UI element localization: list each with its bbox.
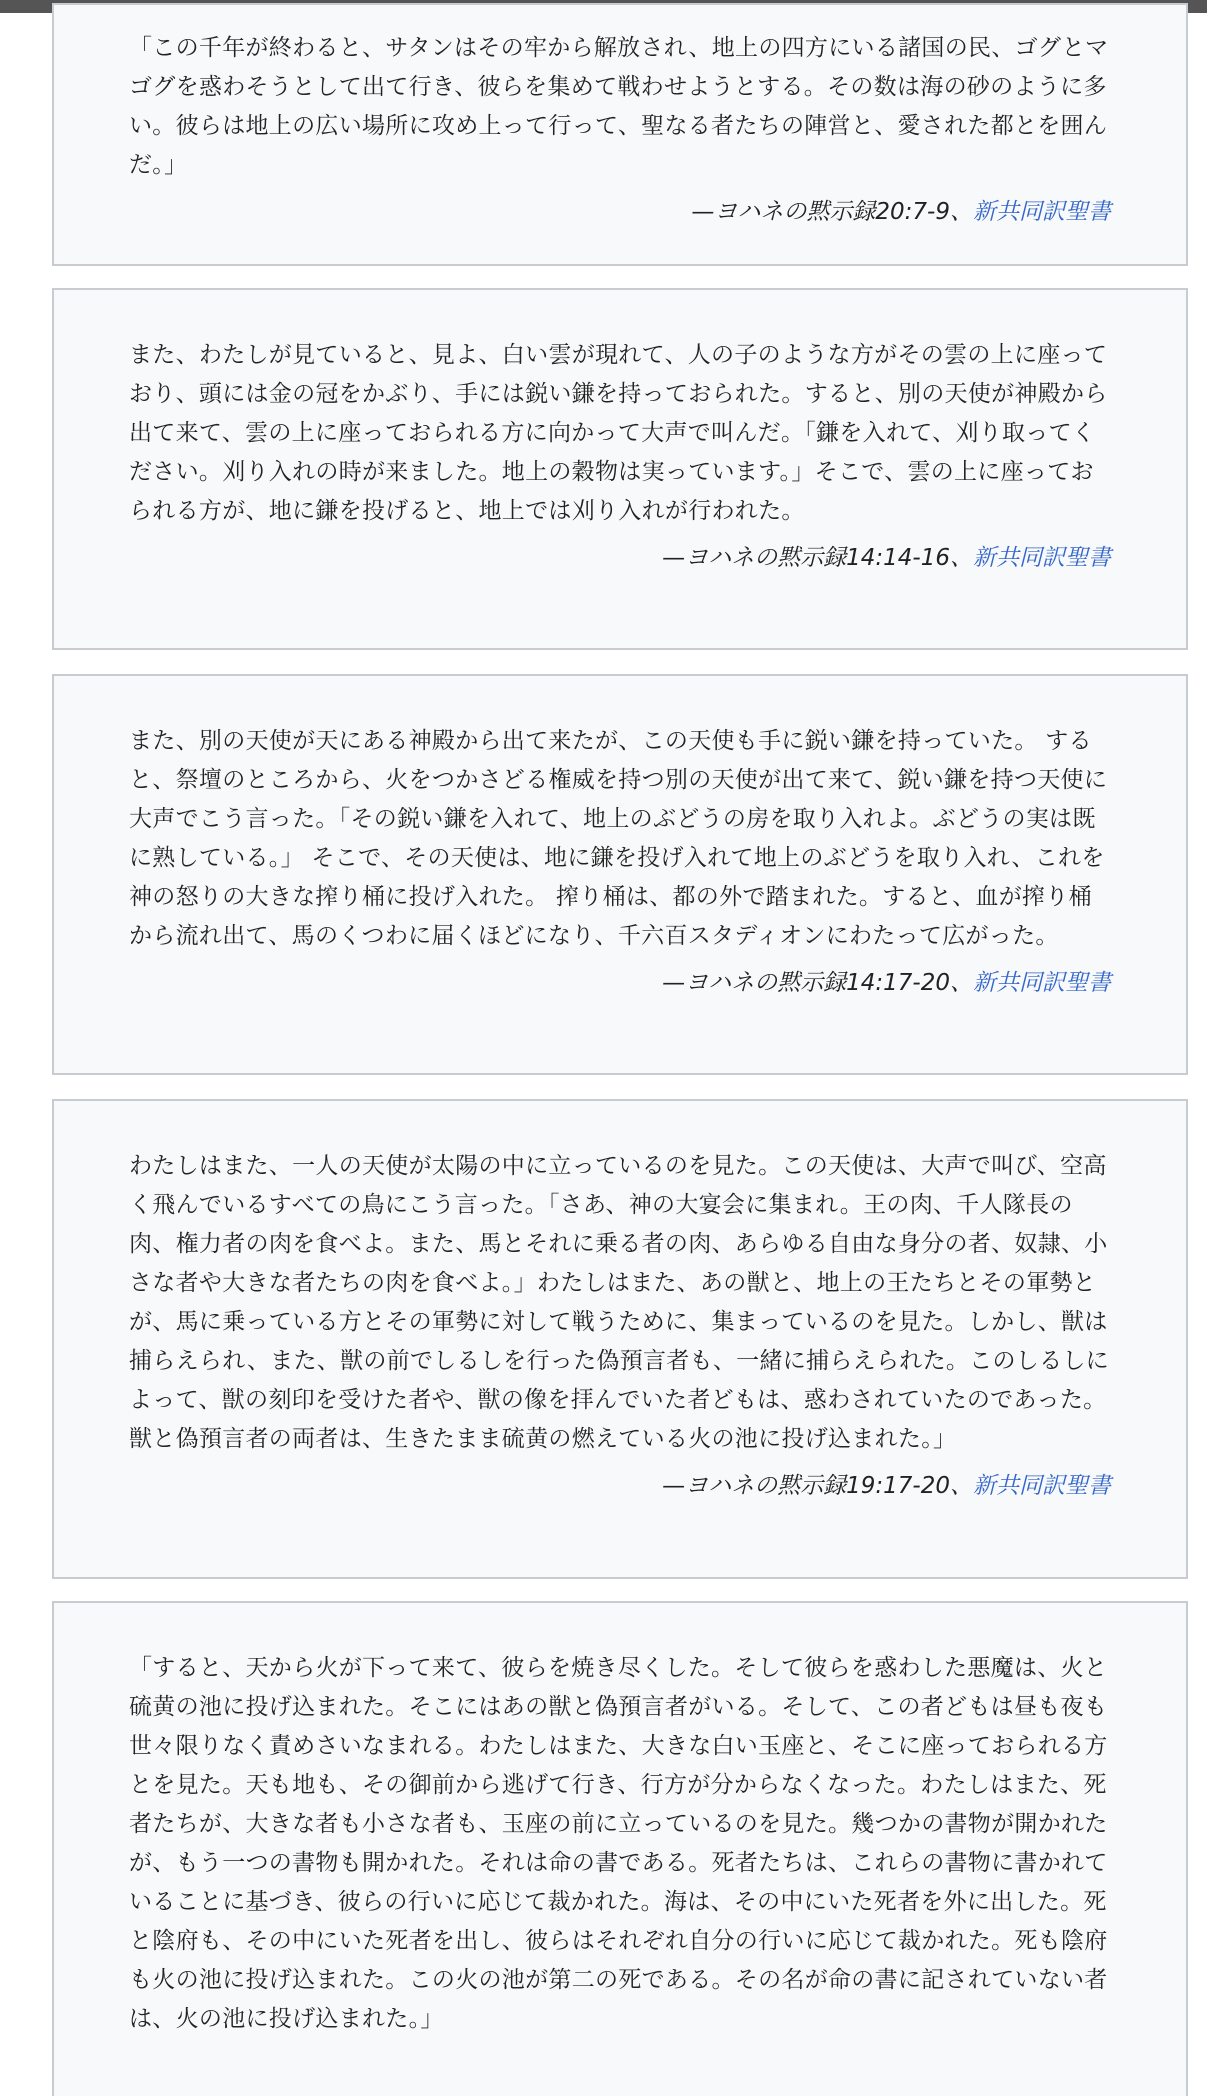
citation-link[interactable]: 新共同訳聖書 xyxy=(973,545,1111,571)
quote-block xyxy=(52,1099,1188,1579)
citation-source: —ヨハネの黙示録14:14-16、 xyxy=(662,545,973,571)
quote-citation xyxy=(129,543,1111,573)
citation-source: —ヨハネの黙示録14:17-20、 xyxy=(662,970,973,996)
quote-text: また、別の天使が天にある神殿から出て来たが、この天使も手に鋭い鎌を持っていた。 すると、祭壇のところから、火をつかさどる権威を持つ別の天使が出て来て、鋭い鎌を持つ天使に大声でこう言った。「その鋭い鎌を入れて、地上のぶどうの房を取り入れよ。ぶどうの実は既に熟している。」 そこで、その天使は、地に鎌を投げ入れて地上のぶどうを取り入れ、これを神の怒りの大きな搾り桶に投げ入れた。 搾り桶は、都の外で踏まれた。すると、血が搾り桶から流れ出て、馬のくつわに届くほどになり、千六百スタディオンにわたって広がった。 xyxy=(129,728,1108,949)
quote-citation xyxy=(129,197,1111,227)
citation-source: —ヨハネの黙示録20:7-9、 xyxy=(691,199,973,225)
quote-text: また、わたしが見ていると、見よ、白い雲が現れて、人の子のような方がその雲の上に座っており、頭には金の冠をかぶり、手には鋭い鎌を持っておられた。すると、別の天使が神殿から出て来て、雲の上に座っておられる方に向かって大声で叫んだ。「鎌を入れて、刈り取ってください。刈り入れの時が来ました。地上の穀物は実っています。」そこで、雲の上に座っておられる方が、地に鎌を投げると、地上では刈り入れが行われた。 xyxy=(129,342,1108,524)
citation-link[interactable]: 新共同訳聖書 xyxy=(973,199,1111,225)
quote-citation xyxy=(129,1471,1111,1501)
citation-source: —ヨハネの黙示録19:17-20、 xyxy=(662,1473,973,1499)
citation-link[interactable]: 新共同訳聖書 xyxy=(973,970,1111,996)
citation-link[interactable]: 新共同訳聖書 xyxy=(973,1473,1111,1499)
quote-text: 「すると、天から火が下って来て、彼らを焼き尽くした。そして彼らを惑わした悪魔は、火と硫黄の池に投げ込まれた。そこにはあの獣と偽預言者がいる。そして、この者どもは昼も夜も世々限りなく責めさいなまれる。わたしはまた、大きな白い玉座と、そこに座っておられる方とを見た。天も地も、その御前から逃げて行き、行方が分からなくなった。わたしはまた、死者たちが、大きな者も小さな者も、玉座の前に立っているのを見た。幾つかの書物が開かれたが、もう一つの書物も開かれた。それは命の書である。死者たちは、これらの書物に書かれていることに基づき、彼らの行いに応じて裁かれた。海は、その中にいた死者を外に出した。死と陰府も、その中にいた死者を出し、彼らはそれぞれ自分の行いに応じて裁かれた。死も陰府も火の池に投げ込まれた。この火の池が第二の死である。その名が命の書に記されていない者は、火の池に投げ込まれた。」 xyxy=(129,1655,1108,2032)
quote-block xyxy=(52,288,1188,650)
quote-citation xyxy=(129,968,1111,998)
quote-block xyxy=(52,1601,1188,2096)
quote-block xyxy=(52,3,1188,266)
quote-block xyxy=(52,674,1188,1075)
quote-text: 「この千年が終わると、サタンはその牢から解放され、地上の四方にいる諸国の民、ゴグとマゴグを惑わそうとして出て行き、彼らを集めて戦わせようとする。その数は海の砂のように多い。彼らは地上の広い場所に攻め上って行って、聖なる者たちの陣営と、愛された都とを囲んだ。」 xyxy=(129,35,1109,178)
quote-text: わたしはまた、一人の天使が太陽の中に立っているのを見た。この天使は、大声で叫び、空高く飛んでいるすべての鳥にこう言った。「さあ、神の大宴会に集まれ。王の肉、千人隊長の肉、権力者の肉を食べよ。また、馬とそれに乗る者の肉、あらゆる自由な身分の者、奴隷、小さな者や大きな者たちの肉を食べよ。」わたしはまた、あの獣と、地上の王たちとその軍勢とが、馬に乗っている方とその軍勢に対して戦うために、集まっているのを見た。しかし、獣は捕らえられ、また、獣の前でしるしを行った偽預言者も、一緒に捕らえられた。このしるしによって、獣の刻印を受けた者や、獣の像を拝んでいた者どもは、惑わされていたのであった。獣と偽預言者の両者は、生きたまま硫黄の燃えている火の池に投げ込まれた。」 xyxy=(129,1153,1109,1452)
